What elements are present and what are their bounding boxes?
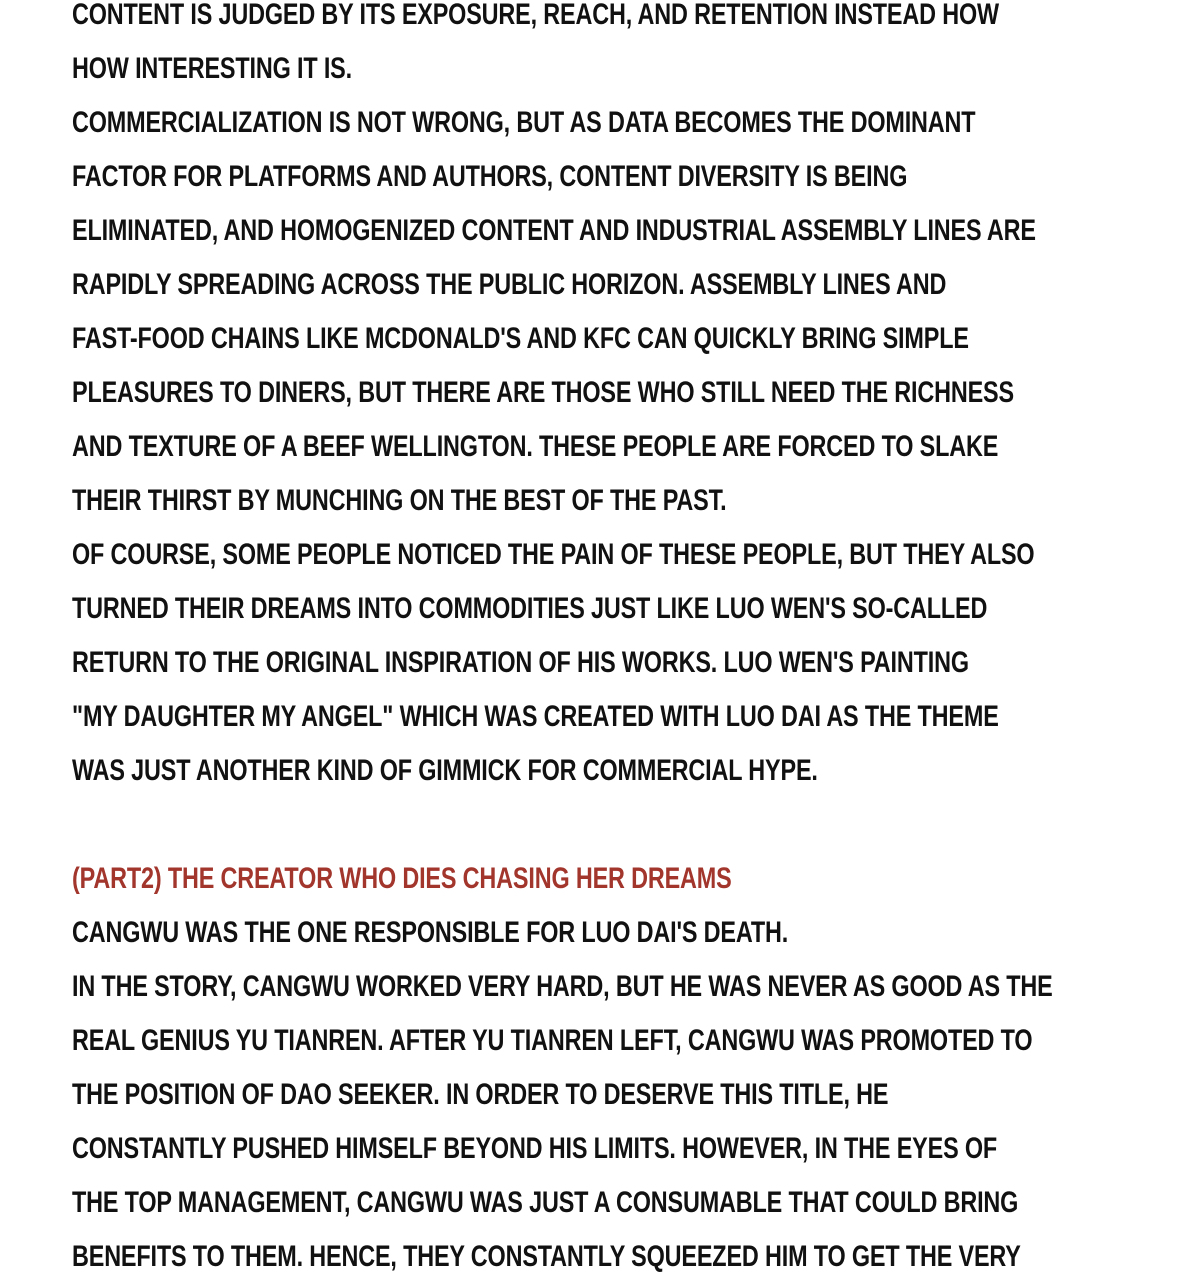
text-line: OF COURSE, SOME PEOPLE NOTICED THE PAIN OF THESE PEOPLE, BUT THEY ALSO — [72, 538, 1035, 571]
paragraph-block-2 — [72, 906, 1162, 1284]
text-line: FAST-FOOD CHAINS LIKE MCDONALD'S AND KFC CAN QUICKLY BRING SIMPLE — [72, 322, 969, 355]
text-line: WAS JUST ANOTHER KIND OF GIMMICK FOR COMMERCIAL HYPE. — [72, 754, 818, 787]
text-line: FACTOR FOR PLATFORMS AND AUTHORS, CONTENT DIVERSITY IS BEING — [72, 160, 908, 193]
text-line: AND TEXTURE OF A BEEF WELLINGTON. THESE PEOPLE ARE FORCED TO SLAKE — [72, 430, 999, 463]
section-spacer — [72, 798, 1162, 852]
text-line: PLEASURES TO DINERS, BUT THERE ARE THOSE WHO STILL NEED THE RICHNESS — [72, 376, 1014, 409]
text-line: IN THE STORY, CANGWU WORKED VERY HARD, BUT HE WAS NEVER AS GOOD AS THE — [72, 970, 1053, 1003]
text-line: THE POSITION OF DAO SEEKER. IN ORDER TO DESERVE THIS TITLE, HE — [72, 1078, 889, 1111]
text-line: BENEFITS TO THEM. HENCE, THEY CONSTANTLY SQUEEZED HIM TO GET THE VERY — [72, 1240, 1021, 1273]
text-line: RETURN TO THE ORIGINAL INSPIRATION OF HIS WORKS. LUO WEN'S PAINTING — [72, 646, 969, 679]
text-line: TURNED THEIR DREAMS INTO COMMODITIES JUST LIKE LUO WEN'S SO-CALLED — [72, 592, 988, 625]
text-line: RAPIDLY SPREADING ACROSS THE PUBLIC HORIZON. ASSEMBLY LINES AND — [72, 268, 947, 301]
section-heading: (PART2) THE CREATOR WHO DIES CHASING HER DREAMS — [72, 862, 732, 895]
text-line: CANGWU WAS THE ONE RESPONSIBLE FOR LUO DAI'S DEATH. — [72, 916, 789, 949]
article-page — [72, 0, 1162, 1284]
text-line: CONSTANTLY PUSHED HIMSELF BEYOND HIS LIMITS. HOWEVER, IN THE EYES OF — [72, 1132, 998, 1165]
text-line: ELIMINATED, AND HOMOGENIZED CONTENT AND INDUSTRIAL ASSEMBLY LINES ARE — [72, 214, 1036, 247]
text-line: REAL GENIUS YU TIANREN. AFTER YU TIANREN LEFT, CANGWU WAS PROMOTED TO — [72, 1024, 1033, 1057]
text-line: THEIR THIRST BY MUNCHING ON THE BEST OF THE PAST. — [72, 484, 727, 517]
text-line: THE TOP MANAGEMENT, CANGWU WAS JUST A CONSUMABLE THAT COULD BRING — [72, 1186, 1019, 1219]
text-line: COMMERCIALIZATION IS NOT WRONG, BUT AS DATA BECOMES THE DOMINANT — [72, 106, 976, 139]
text-line: CONTENT IS JUDGED BY ITS EXPOSURE, REACH, AND RETENTION INSTEAD HOW — [72, 0, 999, 31]
text-line: HOW INTERESTING IT IS. — [72, 52, 352, 85]
text-line: "MY DAUGHTER MY ANGEL" WHICH WAS CREATED WITH LUO DAI AS THE THEME — [72, 700, 999, 733]
paragraph-block-1 — [72, 0, 1162, 798]
